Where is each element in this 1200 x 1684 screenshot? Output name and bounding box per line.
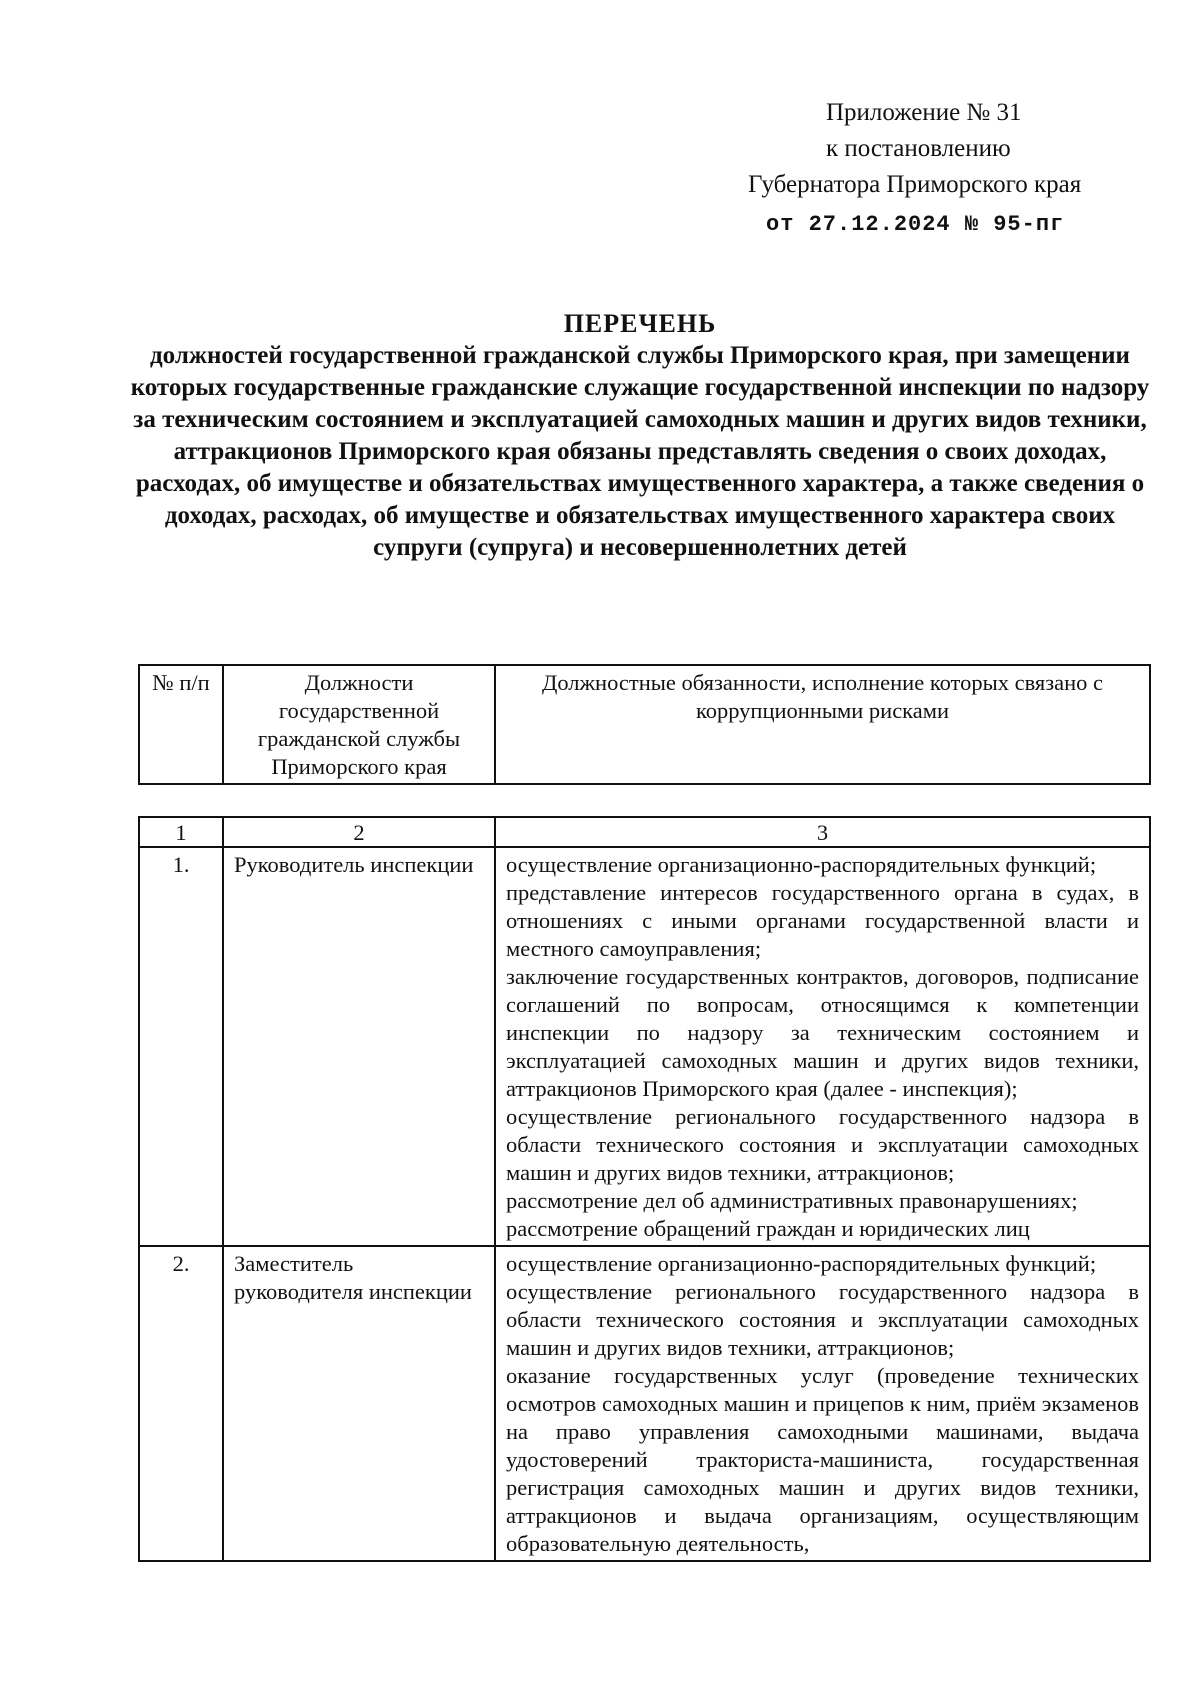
duty-item: осуществление регионального государственного надзора в области технического состояния и эксплуатации самоходных машин и других видов техники, аттракционов; (506, 1279, 1139, 1360)
appendix-issuer: Губернатора Приморского края (748, 171, 1082, 198)
duty-item: представление интересов государственного органа в судах, в отношениях с иными органами государственной власти и местного самоуправления; (506, 880, 1139, 961)
header-table (138, 664, 1151, 785)
duty-item: осуществление организационно-распорядительных функций; (506, 1251, 1097, 1276)
appendix-date-number: от 27.12.2024 № 95-пг (766, 212, 1065, 237)
column-numbers-row (139, 817, 1150, 847)
row-position: Заместитель руководителя инспекции (223, 1246, 495, 1561)
appendix-header (748, 95, 1081, 243)
header-row (139, 665, 1150, 784)
duty-item: рассмотрение дел об административных правонарушениях; (506, 1188, 1078, 1213)
row-duties (495, 1246, 1150, 1561)
title-subtitle: должностей государственной гражданской службы Приморского края, при замещении которых государственные гражданские служащие государственной инспекции по надзору за техническим состоянием и эксплуатацией самоходных машин и других видов техники, аттракционов Приморского края обязаны представлять сведения о своих доходах, расходах, об имуществе и обязательствах имущественного характера, а также сведения о доходах, расходах, об имуществе и обязательствах имущественного характера своих супруги (супруга) и несовершеннолетних детей (130, 342, 1150, 561)
header-col-number: № п/п (139, 665, 223, 784)
appendix-number: Приложение № 31 (826, 99, 1022, 126)
duty-item: рассмотрение обращений граждан и юридических лиц (506, 1216, 1030, 1241)
row-number: 2. (139, 1246, 223, 1561)
appendix-reference: к постановлению (826, 135, 1011, 162)
row-number: 1. (139, 847, 223, 1246)
column-number: 2 (223, 817, 495, 847)
duty-item: осуществление организационно-распорядительных функций; (506, 852, 1097, 877)
header-col-duties: Должностные обязанности, исполнение которых связано с коррупционными рисками (495, 665, 1150, 784)
header-col-position: Должности государственной гражданской службы Приморского края (223, 665, 495, 784)
table-row (139, 847, 1150, 1246)
column-number: 3 (495, 817, 1150, 847)
duty-item: заключение государственных контрактов, договоров, подписание соглашений по вопросам, относящимся к компетенции инспекции по надзору за техническим состоянием и эксплуатацией самоходных машин и других видов техники, аттракционов Приморского края (далее - инспекция); (506, 964, 1139, 1101)
table-row (139, 1246, 1150, 1561)
document-title (130, 308, 1150, 564)
positions-table (138, 816, 1151, 1562)
title-heading: ПЕРЕЧЕНЬ (563, 309, 717, 338)
duty-item: осуществление регионального государственного надзора в области технического состояния и эксплуатации самоходных машин и других видов техники, аттракционов; (506, 1104, 1139, 1185)
column-number: 1 (139, 817, 223, 847)
row-duties (495, 847, 1150, 1246)
row-position: Руководитель инспекции (223, 847, 495, 1246)
duty-item: оказание государственных услуг (проведение технических осмотров самоходных машин и прицепов к ним, приём экзаменов на право управления самоходными машинами, выдача удостоверений тракториста-машиниста, государственная регистрация самоходных машин и других видов техники, аттракционов и выдача организациям, осуществляющим образовательную деятельность, (506, 1363, 1139, 1556)
